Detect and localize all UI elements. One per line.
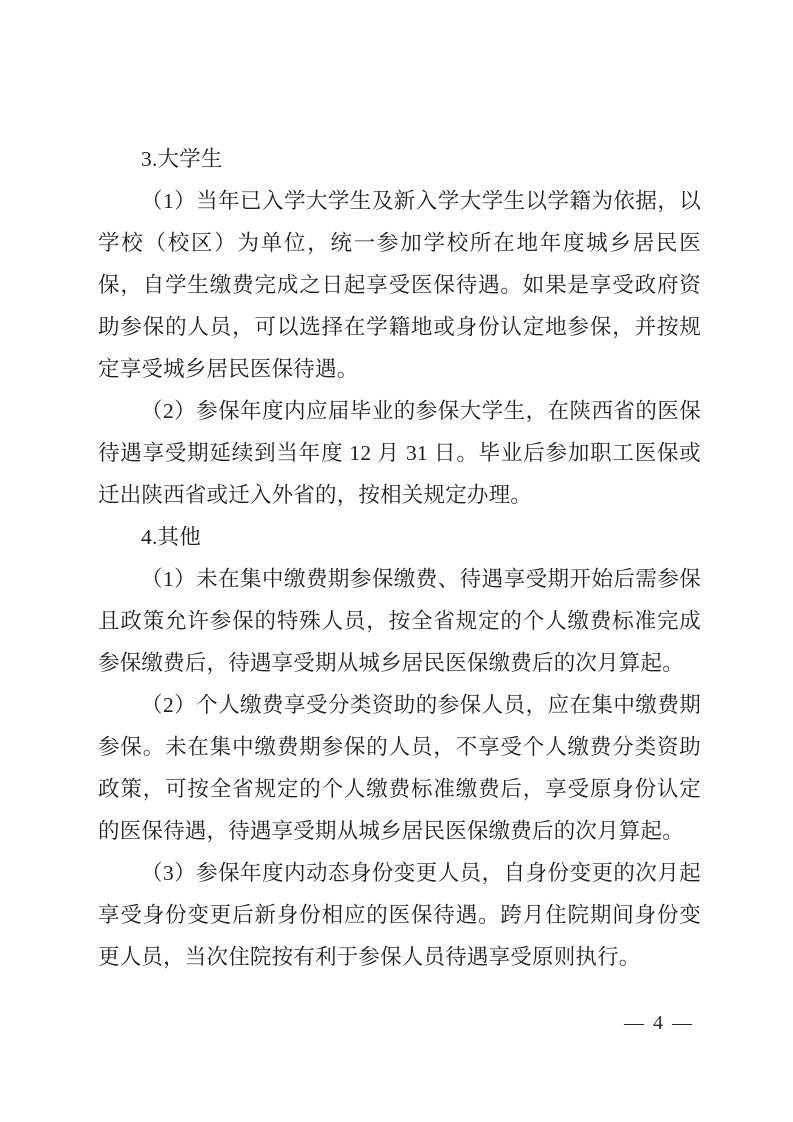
page-footer xyxy=(0,1010,793,1040)
section-heading: 4.其他 xyxy=(141,525,201,549)
body-paragraph: （1）当年已入学大学生及新入学大学生以学籍为依据，以学校（校区）为单位，统一参加学校所在地年度城乡居民医保，自学生缴费完成之日起享受医保待遇。如果是享受政府资助参保的人员，可以选择在学籍地或身份认定地参保，并按规定享受城乡居民医保待遇。 xyxy=(98,189,701,381)
body-paragraph: （3）参保年度内动态身份变更人员，自身份变更的次月起享受身份变更后新身份相应的医保待遇。跨月住院期间身份变更人员，当次住院按有利于参保人员待遇享受原则执行。 xyxy=(98,861,701,969)
section-heading: 3.大学生 xyxy=(141,147,223,171)
document-body xyxy=(98,138,701,978)
body-paragraph: （1）未在集中缴费期参保缴费、待遇享受期开始后需参保且政策允许参保的特殊人员，按全省规定的个人缴费标准完成参保缴费后，待遇享受期从城乡居民医保缴费后的次月算起。 xyxy=(98,567,701,675)
body-paragraph: （2）个人缴费享受分类资助的参保人员，应在集中缴费期参保。未在集中缴费期参保的人员，不享受个人缴费分类资助政策，可按全省规定的个人缴费标准缴费后，享受原身份认定的医保待遇，待遇享受期从城乡居民医保缴费后的次月算起。 xyxy=(98,693,701,843)
body-paragraph: （2）参保年度内应届毕业的参保大学生，在陕西省的医保待遇享受期延续到当年度 12 月 31 日。毕业后参加职工医保或迁出陕西省或迁入外省的，按相关规定办理。 xyxy=(98,399,701,507)
page-number: — 4 — xyxy=(624,1012,694,1034)
